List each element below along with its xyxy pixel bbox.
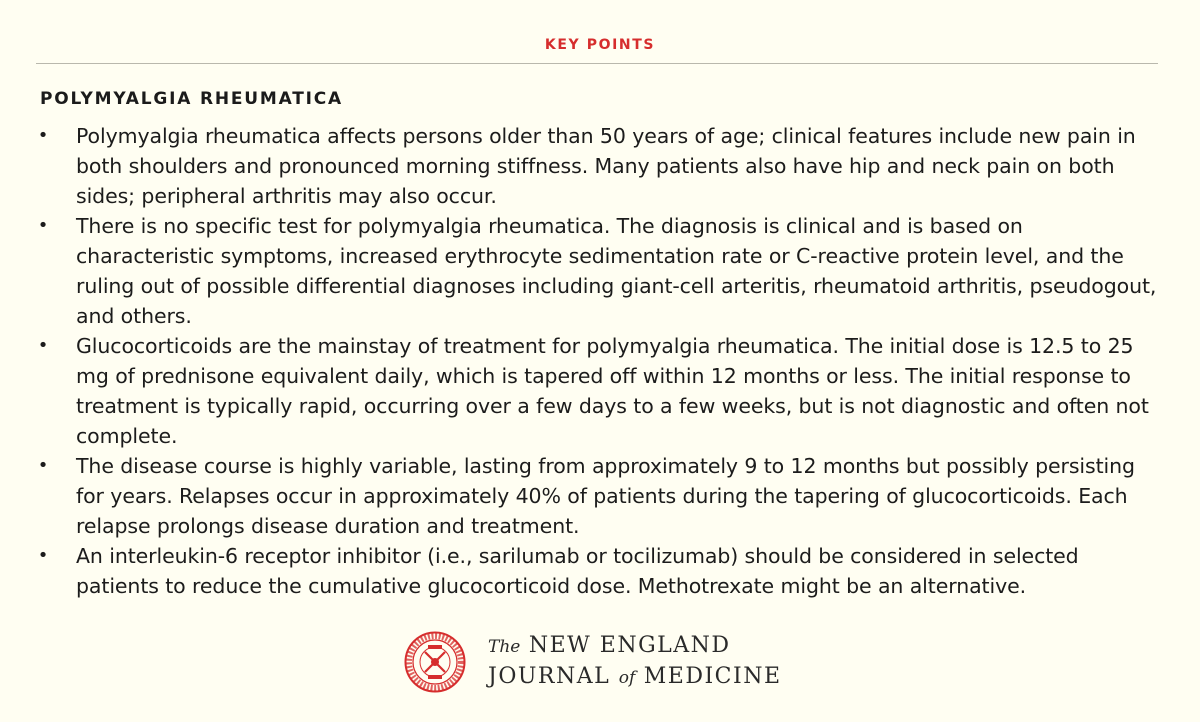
journal-the: The bbox=[488, 637, 521, 657]
bullet-icon: • bbox=[37, 455, 49, 476]
journal-of: of bbox=[618, 668, 636, 688]
bullet-text: The disease course is highly variable, lasting from approximately 9 to 12 months but possibly persisting for years. Relapses occur in approximately 40% of patients during the tapering of glucocorticoids. Each relapse prolongs disease duration and treatment. bbox=[76, 454, 1135, 538]
bullet-icon: • bbox=[37, 215, 49, 236]
list-item bbox=[37, 331, 1167, 451]
list-item bbox=[37, 121, 1167, 211]
bullet-text: An interleukin-6 receptor inhibitor (i.e., sarilumab or tocilizumab) should be considered in selected patients to reduce the cumulative glucocorticoid dose. Methotrexate might be an alternative. bbox=[76, 544, 1079, 598]
key-points-list bbox=[37, 121, 1167, 601]
nejm-seal-icon bbox=[404, 631, 466, 693]
bullet-text: Glucocorticoids are the mainstay of treatment for polymyalgia rheumatica. The initial dose is 12.5 to 25 mg of prednisone equivalent daily, which is tapered off within 12 months or less. The initial response to treatment is typically rapid, occurring over a few days to a few weeks, but is not diagnostic and often not complete. bbox=[76, 334, 1149, 448]
list-item bbox=[37, 541, 1167, 601]
list-item bbox=[37, 211, 1167, 331]
journal-journal: JOURNAL bbox=[488, 664, 611, 689]
bullet-icon: • bbox=[37, 125, 49, 146]
list-item bbox=[37, 451, 1167, 541]
bullet-icon: • bbox=[37, 335, 49, 356]
bullet-icon: • bbox=[37, 545, 49, 566]
journal-new-england: NEW ENGLAND bbox=[528, 633, 731, 658]
key-points-heading: KEY POINTS bbox=[544, 37, 656, 53]
bullet-text: There is no specific test for polymyalgia rheumatica. The diagnosis is clinical and is based on characteristic symptoms, increased erythrocyte sedimentation rate or C-reactive protein level, and the ruling out of possible differential diagnoses including giant-cell arteritis, rheumatoid arthritis, pseudogout, and others. bbox=[76, 214, 1157, 328]
journal-footer bbox=[404, 631, 824, 691]
section-title: POLYMYALGIA RHEUMATICA bbox=[40, 89, 343, 109]
bullet-text: Polymyalgia rheumatica affects persons older than 50 years of age; clinical features include new pain in both shoulders and pronounced morning stiffness. Many patients also have hip and neck pain on both sides; peripheral arthritis may also occur. bbox=[76, 124, 1136, 208]
header-divider bbox=[36, 63, 1158, 64]
journal-wordmark bbox=[488, 631, 782, 693]
journal-medicine: MEDICINE bbox=[643, 664, 782, 689]
